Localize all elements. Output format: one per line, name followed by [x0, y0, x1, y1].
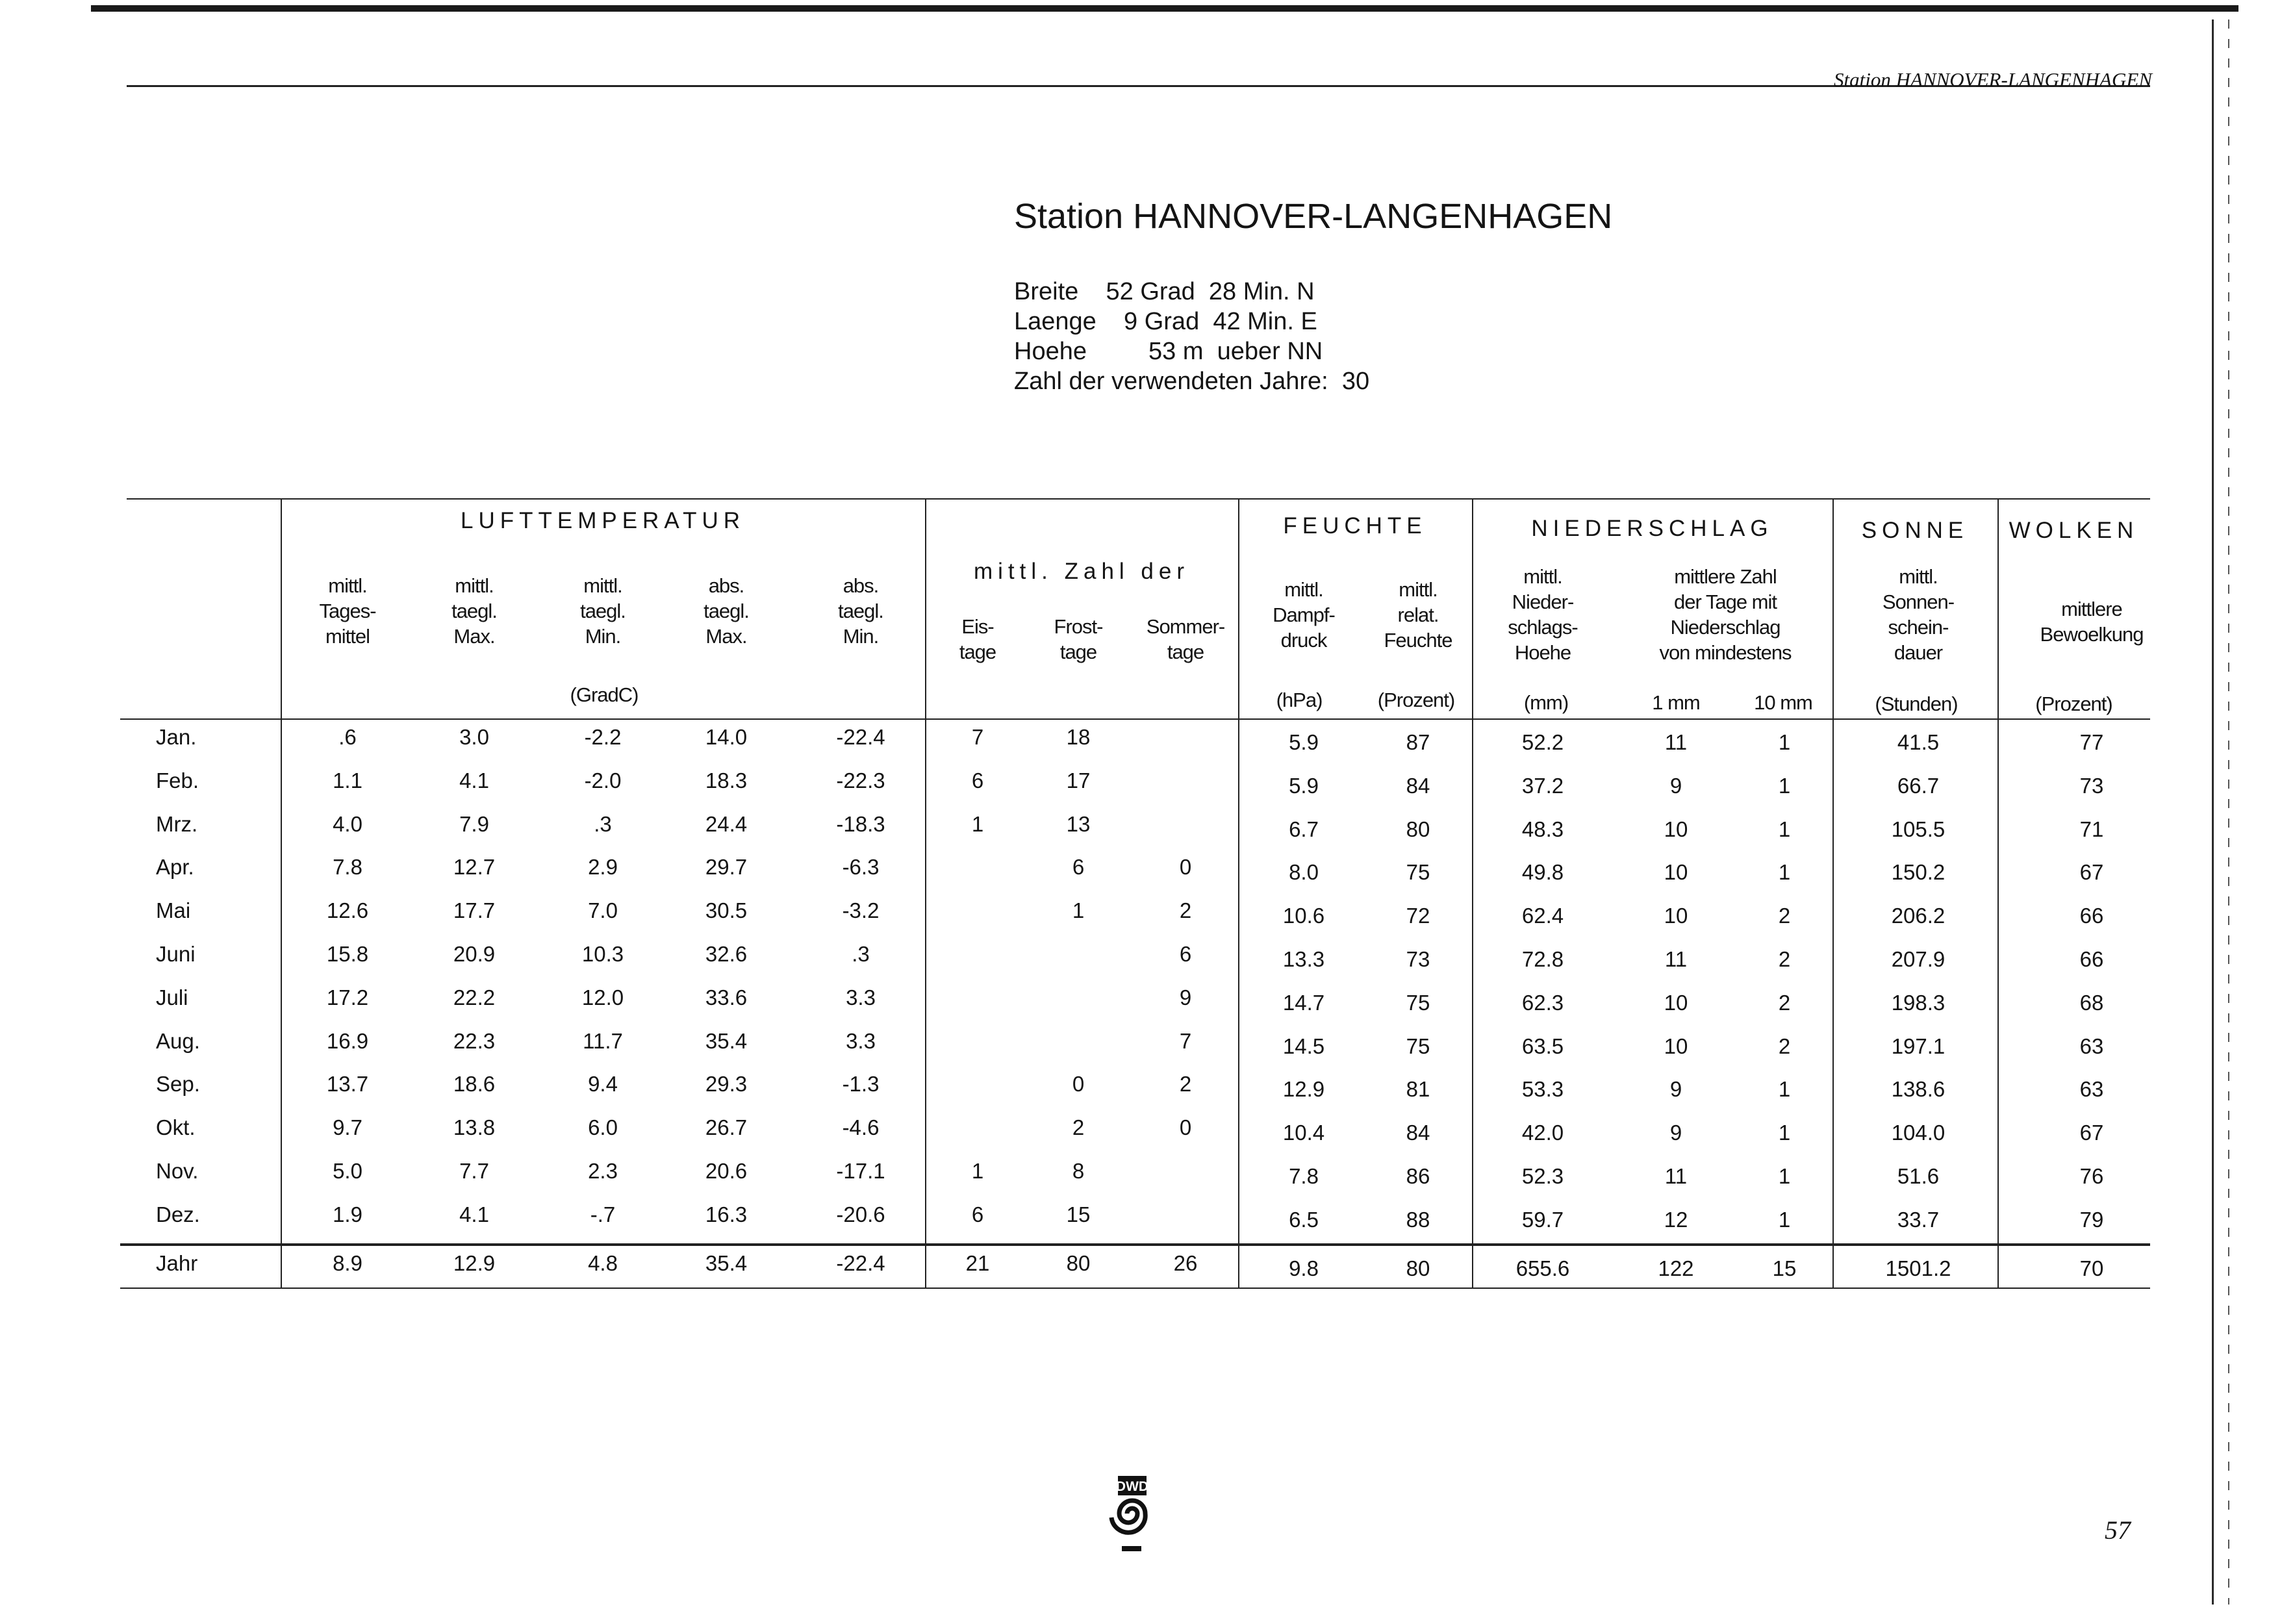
cell-sommertage: 0 — [1179, 1115, 1192, 1140]
cell-tagesmittel: 17.2 — [326, 985, 369, 1009]
cell-abs-max: 18.3 — [705, 768, 748, 793]
colhead-niederschlag-tage: mittlere Zahl der Tage mit Niederschlag von mindestens — [1659, 565, 1792, 664]
cell-ns-1mm: 11 — [1664, 1164, 1688, 1188]
month-label: Juni — [156, 942, 196, 966]
group-sonne: SONNE — [1861, 518, 1969, 543]
cell-ns-1mm: 11 — [1664, 947, 1688, 971]
cell-dampfdruck: 8.0 — [1289, 860, 1319, 885]
cell-dampfdruck: 13.3 — [1282, 947, 1325, 971]
cell-taegl-min: 2.3 — [588, 1159, 618, 1183]
cell-relat-feuchte: 80 — [1406, 817, 1430, 841]
cell-ns-1mm: 10 — [1664, 860, 1688, 885]
cell-bewoelkung: 70 — [2079, 1256, 2104, 1280]
colhead-eistage: Eis- tage — [959, 615, 996, 663]
cell-relat-feuchte: 75 — [1406, 860, 1430, 885]
unit-prozent-bewoelkung: (Prozent) — [2035, 692, 2112, 715]
cell-ns-1mm: 10 — [1664, 990, 1688, 1015]
cell-bewoelkung: 68 — [2079, 990, 2104, 1015]
group-wolken: WOLKEN — [2009, 518, 2139, 543]
group-lufttemperatur: LUFTTEMPERATUR — [460, 508, 746, 533]
page-number: 57 — [2105, 1516, 2131, 1545]
cell-relat-feuchte: 86 — [1406, 1164, 1430, 1188]
cell-dampfdruck: 10.4 — [1282, 1121, 1325, 1145]
cell-niederschlagshoehe: 63.5 — [1521, 1034, 1564, 1058]
cell-abs-min: -4.6 — [842, 1115, 880, 1140]
cell-ns-1mm: 10 — [1664, 817, 1688, 841]
cell-frosttage: 0 — [1072, 1072, 1085, 1097]
cell-sommertage: 2 — [1179, 1072, 1192, 1097]
cell-taegl-max: 12.9 — [453, 1251, 496, 1275]
page-title: Station HANNOVER-LANGENHAGEN — [1014, 197, 1613, 236]
colhead-frosttage: Frost- tage — [1054, 615, 1103, 663]
cell-sonnenscheindauer: 207.9 — [1891, 947, 1946, 971]
cell-eistage: 6 — [971, 768, 984, 793]
cell-taegl-max: 20.9 — [453, 942, 496, 966]
cell-ns-10mm: 1 — [1778, 1077, 1791, 1102]
cell-ns-10mm: 1 — [1778, 817, 1791, 841]
cell-dampfdruck: 5.9 — [1289, 773, 1319, 798]
cell-eistage: 21 — [965, 1251, 990, 1275]
cell-abs-max: 30.5 — [705, 898, 748, 923]
cell-ns-10mm: 15 — [1772, 1256, 1797, 1280]
cell-relat-feuchte: 81 — [1406, 1077, 1430, 1102]
cell-relat-feuchte: 84 — [1406, 1121, 1430, 1145]
cell-frosttage: 6 — [1072, 855, 1085, 880]
cell-abs-min: -17.1 — [836, 1159, 885, 1183]
colhead-sommertage: Sommer- tage — [1146, 615, 1225, 663]
month-label: Feb. — [156, 768, 199, 793]
scan-binding-edge — [2228, 19, 2229, 1605]
cell-ns-10mm: 1 — [1778, 1207, 1791, 1232]
cell-dampfdruck: 10.6 — [1282, 904, 1325, 928]
cell-ns-1mm: 122 — [1658, 1256, 1694, 1280]
cell-ns-10mm: 2 — [1778, 990, 1791, 1015]
cell-sonnenscheindauer: 66.7 — [1897, 773, 1940, 798]
cell-abs-min: 3.3 — [846, 985, 876, 1009]
cell-frosttage: 80 — [1066, 1251, 1091, 1275]
running-header: Station HANNOVER-LANGENHAGEN — [1834, 68, 2152, 91]
month-label: Juli — [156, 985, 188, 1009]
cell-taegl-max: 17.7 — [453, 898, 496, 923]
cell-taegl-max: 22.3 — [453, 1028, 496, 1053]
cell-taegl-max: 12.7 — [453, 855, 496, 880]
cell-tagesmittel: 4.0 — [333, 811, 362, 836]
cell-ns-10mm: 1 — [1778, 1121, 1791, 1145]
table-bottom-rule — [120, 1288, 2150, 1289]
cell-tagesmittel: 8.9 — [333, 1251, 362, 1275]
dwd-logo-text: DWD — [1115, 1479, 1149, 1494]
cell-ns-1mm: 9 — [1669, 1121, 1682, 1145]
colhead-tagesmittel: mittl. Tages- mittel — [319, 574, 376, 648]
cell-abs-min: -22.4 — [836, 1251, 885, 1275]
month-label: Jan. — [156, 725, 197, 749]
cell-taegl-min: 12.0 — [581, 985, 624, 1009]
unit-hpa: (hPa) — [1276, 689, 1323, 711]
cell-tagesmittel: 15.8 — [326, 942, 369, 966]
dwd-logo — [1101, 1475, 1163, 1559]
cell-relat-feuchte: 72 — [1406, 904, 1430, 928]
cell-tagesmittel: 1.1 — [333, 768, 362, 793]
table-top-rule — [127, 498, 2150, 500]
unit-gradc: (GradC) — [570, 683, 639, 706]
cell-dampfdruck: 6.7 — [1289, 817, 1319, 841]
cell-niederschlagshoehe: 72.8 — [1521, 947, 1564, 971]
cell-eistage: 6 — [971, 1202, 984, 1226]
colhead-niederschlagshoehe: mittl. Nieder- schlags- Hoehe — [1508, 565, 1578, 664]
cell-sonnenscheindauer: 197.1 — [1891, 1034, 1946, 1058]
group-feuchte: FEUCHTE — [1283, 513, 1427, 539]
cell-sonnenscheindauer: 198.3 — [1891, 990, 1946, 1015]
cell-dampfdruck: 6.5 — [1289, 1207, 1319, 1232]
cell-taegl-max: 4.1 — [459, 768, 489, 793]
cell-eistage: 7 — [971, 725, 984, 749]
cell-bewoelkung: 79 — [2079, 1207, 2104, 1232]
cell-frosttage: 8 — [1072, 1159, 1085, 1183]
cell-abs-min: 3.3 — [846, 1028, 876, 1053]
cell-frosttage: 17 — [1066, 768, 1091, 793]
cell-sonnenscheindauer: 104.0 — [1891, 1121, 1946, 1145]
cell-eistage: 1 — [971, 811, 984, 836]
colhead-sonnenscheindauer: mittl. Sonnen- schein- dauer — [1882, 565, 1955, 664]
cell-frosttage: 2 — [1072, 1115, 1085, 1140]
scan-right-border — [2212, 19, 2214, 1605]
colhead-abs-min: abs. taegl. Min. — [838, 574, 883, 648]
total-top-rule — [120, 1243, 2150, 1246]
cell-niederschlagshoehe: 62.4 — [1521, 904, 1564, 928]
cell-tagesmittel: 12.6 — [326, 898, 369, 923]
cell-taegl-max: 13.8 — [453, 1115, 496, 1140]
station-latitude: Breite 52 Grad 28 Min. N — [1014, 278, 1315, 305]
cell-sommertage: 2 — [1179, 898, 1192, 923]
cell-abs-max: 29.7 — [705, 855, 748, 880]
cell-relat-feuchte: 75 — [1406, 990, 1430, 1015]
cell-abs-max: 29.3 — [705, 1072, 748, 1097]
cell-abs-min: -3.2 — [842, 898, 880, 923]
unit-mm: (mm) — [1523, 691, 1569, 714]
cell-taegl-min: 11.7 — [583, 1028, 623, 1053]
cell-niederschlagshoehe: 37.2 — [1521, 773, 1564, 798]
cell-taegl-min: 9.4 — [588, 1072, 618, 1097]
cell-sommertage: 26 — [1173, 1251, 1198, 1275]
cell-abs-min: .3 — [852, 942, 870, 966]
cell-abs-max: 35.4 — [705, 1028, 748, 1053]
colhead-relat-feuchte: mittl. relat. Feuchte — [1384, 578, 1452, 652]
cell-abs-max: 14.0 — [705, 725, 748, 749]
month-label: Apr. — [156, 855, 194, 880]
cell-ns-1mm: 11 — [1664, 730, 1688, 754]
cell-dampfdruck: 7.8 — [1289, 1164, 1319, 1188]
cell-sonnenscheindauer: 138.6 — [1891, 1077, 1946, 1102]
cell-abs-max: 32.6 — [705, 942, 748, 966]
cell-abs-max: 35.4 — [705, 1251, 748, 1275]
cell-sonnenscheindauer: 206.2 — [1891, 904, 1946, 928]
cell-sommertage: 0 — [1179, 855, 1192, 880]
cell-relat-feuchte: 87 — [1406, 730, 1430, 754]
group-mittl-zahl-der: mittl. Zahl der — [974, 559, 1189, 584]
cell-sonnenscheindauer: 105.5 — [1891, 817, 1946, 841]
cell-tagesmittel: 9.7 — [333, 1115, 362, 1140]
cell-ns-1mm: 12 — [1664, 1207, 1688, 1232]
cell-taegl-max: 4.1 — [459, 1202, 489, 1226]
month-label: Mrz. — [156, 811, 198, 836]
cell-tagesmittel: 5.0 — [333, 1159, 362, 1183]
cell-sommertage: 7 — [1179, 1028, 1192, 1053]
cell-taegl-min: 10.3 — [581, 942, 624, 966]
header-bottom-rule — [120, 718, 2150, 720]
cell-bewoelkung: 76 — [2079, 1164, 2104, 1188]
cell-dampfdruck: 5.9 — [1289, 730, 1319, 754]
cell-tagesmittel: 1.9 — [333, 1202, 362, 1226]
cell-ns-10mm: 2 — [1778, 947, 1791, 971]
cell-ns-10mm: 2 — [1778, 904, 1791, 928]
cell-relat-feuchte: 88 — [1406, 1207, 1430, 1232]
cell-abs-min: -6.3 — [842, 855, 880, 880]
cell-eistage: 1 — [971, 1159, 984, 1183]
cell-sommertage: 9 — [1179, 985, 1192, 1009]
unit-10mm: 10 mm — [1754, 691, 1812, 714]
cell-niederschlagshoehe: 59.7 — [1521, 1207, 1564, 1232]
cell-abs-min: -1.3 — [842, 1072, 880, 1097]
group-niederschlag: NIEDERSCHLAG — [1531, 516, 1773, 541]
cell-taegl-max: 18.6 — [453, 1072, 496, 1097]
cell-niederschlagshoehe: 52.3 — [1521, 1164, 1564, 1188]
colhead-dampfdruck: mittl. Dampf- druck — [1273, 578, 1335, 652]
month-label: Nov. — [156, 1159, 199, 1183]
cell-ns-1mm: 10 — [1664, 1034, 1688, 1058]
cell-taegl-min: 2.9 — [588, 855, 618, 880]
cell-bewoelkung: 67 — [2079, 860, 2104, 885]
month-label: Okt. — [156, 1115, 196, 1140]
cell-niederschlagshoehe: 49.8 — [1521, 860, 1564, 885]
cell-taegl-min: 6.0 — [588, 1115, 618, 1140]
cell-abs-max: 33.6 — [705, 985, 748, 1009]
cell-taegl-min: 4.8 — [588, 1251, 618, 1275]
cell-sommertage: 6 — [1179, 942, 1192, 966]
cell-relat-feuchte: 75 — [1406, 1034, 1430, 1058]
cell-sonnenscheindauer: 41.5 — [1897, 730, 1940, 754]
cell-abs-min: -22.4 — [836, 725, 885, 749]
cell-frosttage: 13 — [1066, 811, 1091, 836]
cell-ns-10mm: 1 — [1778, 1164, 1791, 1188]
cell-bewoelkung: 71 — [2079, 817, 2104, 841]
cell-niederschlagshoehe: 62.3 — [1521, 990, 1564, 1015]
cell-ns-10mm: 1 — [1778, 860, 1791, 885]
month-label: Dez. — [156, 1202, 200, 1226]
cell-frosttage: 15 — [1066, 1202, 1091, 1226]
unit-prozent: (Prozent) — [1377, 689, 1455, 711]
colhead-taegl-max: mittl. taegl. Max. — [451, 574, 497, 648]
cell-niederschlagshoehe: 655.6 — [1515, 1256, 1570, 1280]
cell-sonnenscheindauer: 150.2 — [1891, 860, 1946, 885]
cell-abs-max: 20.6 — [705, 1159, 748, 1183]
cell-taegl-min: -.7 — [590, 1202, 616, 1226]
cell-ns-1mm: 9 — [1669, 1077, 1682, 1102]
cell-frosttage: 1 — [1072, 898, 1085, 923]
cell-bewoelkung: 63 — [2079, 1034, 2104, 1058]
month-label: Mai — [156, 898, 191, 923]
unit-1mm: 1 mm — [1652, 691, 1700, 714]
cell-frosttage: 18 — [1066, 725, 1091, 749]
cell-ns-10mm: 2 — [1778, 1034, 1791, 1058]
cell-taegl-max: 3.0 — [459, 725, 489, 749]
cell-taegl-max: 7.7 — [459, 1159, 489, 1183]
colhead-bewoelkung: mittlere Bewoelkung — [2040, 598, 2144, 646]
cell-abs-max: 26.7 — [705, 1115, 748, 1140]
cell-taegl-min: .3 — [594, 811, 612, 836]
month-label: Aug. — [156, 1028, 200, 1053]
colhead-abs-max: abs. taegl. Max. — [704, 574, 749, 648]
cell-tagesmittel: 7.8 — [333, 855, 362, 880]
cell-abs-min: -20.6 — [836, 1202, 885, 1226]
cell-bewoelkung: 66 — [2079, 904, 2104, 928]
cell-sonnenscheindauer: 51.6 — [1897, 1164, 1940, 1188]
station-altitude: Hoehe 53 m ueber NN — [1014, 338, 1323, 365]
station-longitude: Laenge 9 Grad 42 Min. E — [1014, 308, 1317, 335]
cell-dampfdruck: 9.8 — [1289, 1256, 1319, 1280]
cell-niederschlagshoehe: 48.3 — [1521, 817, 1564, 841]
cell-abs-min: -18.3 — [836, 811, 885, 836]
cell-taegl-min: 7.0 — [588, 898, 618, 923]
cell-relat-feuchte: 73 — [1406, 947, 1430, 971]
month-label: Sep. — [156, 1072, 200, 1097]
cell-niederschlagshoehe: 42.0 — [1521, 1121, 1564, 1145]
cell-sonnenscheindauer: 1501.2 — [1885, 1256, 1951, 1280]
cell-ns-1mm: 10 — [1664, 904, 1688, 928]
cell-taegl-max: 7.9 — [459, 811, 489, 836]
cell-tagesmittel: 16.9 — [326, 1028, 369, 1053]
divider-sunshine — [1997, 498, 1999, 1288]
cell-bewoelkung: 73 — [2079, 773, 2104, 798]
station-years: Zahl der verwendeten Jahre: 30 — [1014, 368, 1370, 395]
cell-niederschlagshoehe: 53.3 — [1521, 1077, 1564, 1102]
cell-bewoelkung: 67 — [2079, 1121, 2104, 1145]
month-label: Jahr — [156, 1251, 198, 1275]
cell-abs-max: 24.4 — [705, 811, 748, 836]
cell-ns-10mm: 1 — [1778, 773, 1791, 798]
colhead-taegl-min: mittl. taegl. Min. — [580, 574, 626, 648]
cell-tagesmittel: .6 — [338, 725, 357, 749]
unit-stunden: (Stunden) — [1875, 692, 1958, 715]
cell-dampfdruck: 14.5 — [1282, 1034, 1325, 1058]
cell-abs-max: 16.3 — [705, 1202, 748, 1226]
cell-bewoelkung: 66 — [2079, 947, 2104, 971]
cell-abs-min: -22.3 — [836, 768, 885, 793]
cell-bewoelkung: 63 — [2079, 1077, 2104, 1102]
cell-ns-1mm: 9 — [1669, 773, 1682, 798]
cell-niederschlagshoehe: 52.2 — [1521, 730, 1564, 754]
cell-taegl-min: -2.0 — [584, 768, 622, 793]
cell-taegl-max: 22.2 — [453, 985, 496, 1009]
cell-tagesmittel: 13.7 — [326, 1072, 369, 1097]
cell-ns-10mm: 1 — [1778, 730, 1791, 754]
cell-taegl-min: -2.2 — [584, 725, 622, 749]
cell-dampfdruck: 12.9 — [1282, 1077, 1325, 1102]
cell-bewoelkung: 77 — [2079, 730, 2104, 754]
scan-top-border — [91, 5, 2238, 12]
cell-relat-feuchte: 84 — [1406, 773, 1430, 798]
cell-sonnenscheindauer: 33.7 — [1897, 1207, 1940, 1232]
cell-dampfdruck: 14.7 — [1282, 990, 1325, 1015]
cell-relat-feuchte: 80 — [1406, 1256, 1430, 1280]
